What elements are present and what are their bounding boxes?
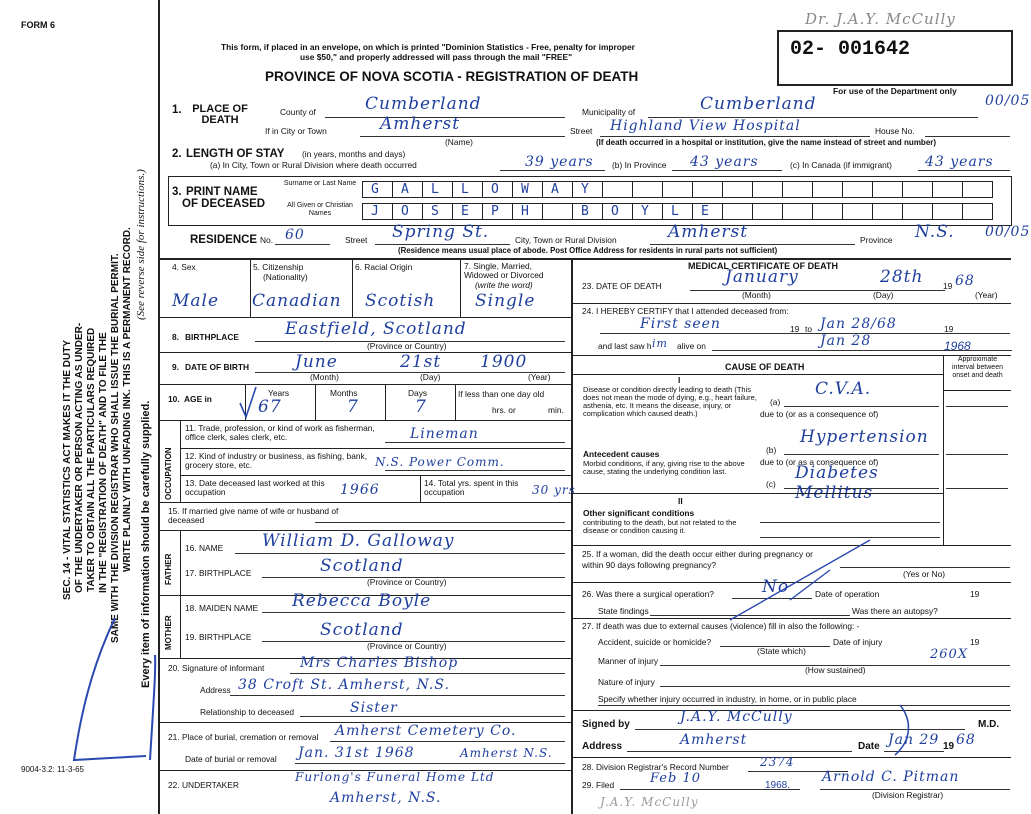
death-year-hint: (Year) [975, 290, 998, 300]
filed-year: 1968. [765, 780, 791, 791]
given-name-letter: J [371, 204, 379, 219]
notice-line-1: This form, if placed in an envelope, on which is printed "Dominion Statistics - Free, penalty for improper [221, 42, 635, 52]
dob-month-hint: (Month) [310, 372, 339, 382]
s1-num: 1. [172, 104, 182, 116]
citizenship-value: Canadian [252, 291, 342, 311]
s1-label: PLACE OF DEATH [192, 103, 248, 126]
other-conditions-desc: contributing to the death, but not related to the disease or condition causing it. [583, 518, 737, 535]
given-name-letter: B [581, 204, 589, 219]
surname-letter: L [431, 182, 439, 197]
interval-label: Approximate interval between onset and death [952, 356, 1003, 379]
age-years: 67 [258, 397, 282, 417]
attended-yr-a: 19 [790, 324, 800, 334]
attended-to-label: to [805, 324, 812, 334]
cause-a-value: C.V.A. [815, 379, 872, 399]
pregnancy-label: 25. If a woman, did the death occur either during pregnancy or within 90 days following pregnancy? [582, 549, 813, 570]
surname-label: Surname or Last Name [283, 180, 357, 187]
pregnancy-yn-hint: (Yes or No) [903, 569, 946, 579]
s1-code: 00/05 [985, 93, 1031, 109]
given-name-letter: S [431, 204, 439, 219]
given-name-letter-box [362, 203, 393, 220]
municipality-value: Cumberland [700, 94, 817, 114]
birthplace-label: BIRTHPLACE [185, 332, 239, 342]
cause-b-value: Hypertension [800, 427, 929, 447]
informant-address: 38 Croft St. Amherst, N.S. [238, 677, 450, 693]
mother-birthplace: Scotland [320, 620, 404, 640]
residence-city: Amherst [668, 222, 749, 242]
signed-date: Jan 29 [888, 732, 940, 748]
given-name-letter-box [812, 203, 843, 220]
given-name-letter-box [782, 203, 813, 220]
record-number-label: 28. Division Registrar's Record Number [582, 762, 729, 772]
surname-letter-box [722, 181, 753, 198]
street-label: Street [570, 126, 593, 136]
paren-stroke [880, 700, 920, 760]
surname-letter-box [422, 181, 453, 198]
certify-label: 24. I HEREBY CERTIFY that I attended deceased from: [582, 306, 789, 316]
surname-letter-box [752, 181, 783, 198]
state-which-hint: (State which) [757, 646, 806, 656]
stay-c-value: 43 years [925, 154, 994, 170]
citizenship-sub: (Nationality) [263, 272, 308, 282]
marital-label: 7. Single, Married, Widowed or Divorced [464, 261, 544, 280]
dob-month: June [295, 352, 338, 372]
medical-title: MEDICAL CERTIFICATE OF DEATH [688, 261, 838, 271]
margin-line-3: TAKER TO OBTAIN ALL THE PARTICULARS REQUIRED [86, 327, 97, 592]
form-title: PROVINCE OF NOVA SCOTIA - REGISTRATION OF DEATH [265, 69, 639, 84]
given-name-letter-box [752, 203, 783, 220]
age-hrs: hrs. or [492, 405, 516, 415]
given-name-letter-box [902, 203, 933, 220]
given-name-letter-box [512, 203, 543, 220]
last-saw-label: and last saw h [598, 341, 652, 351]
trade-value: Lineman [410, 426, 479, 442]
informant-address-label: Address [200, 685, 231, 695]
surname-letter-box [392, 181, 423, 198]
s8-num: 8. [172, 332, 179, 342]
residence-street: Spring St. [392, 222, 490, 242]
given-name-letter-box [662, 203, 693, 220]
record-number: 2374 [760, 755, 795, 769]
s1-note: (If death occurred in a hospital or institution, give the name instead of street and number) [596, 138, 937, 147]
direct-cause-label: Disease or condition directly leading to death (This does not mean the mode of dying, e.g., heart failure, asthenia, etc. It means the disease, injury, or complication which caused death.) [583, 385, 757, 418]
stay-c-label: (c) In Canada (if immigrant) [790, 160, 892, 170]
county-label: County of [280, 107, 316, 117]
given-name-letter: E [461, 204, 469, 219]
injury-year: 19 [970, 637, 980, 647]
mother-birthplace-label: 19. BIRTHPLACE [185, 632, 252, 642]
total-years-value: 30 yrs [532, 483, 576, 497]
surname-letter-box [902, 181, 933, 198]
cause-a-tag: (a) [770, 397, 781, 407]
father-name-label: 16. NAME [185, 543, 224, 553]
nature-label: Nature of injury [598, 677, 655, 687]
s3-num: 3. [172, 186, 182, 198]
part-one: I [678, 375, 681, 385]
dob-day-hint: (Day) [420, 372, 441, 382]
residence-province-label: Province [860, 235, 893, 245]
form-code: 9004-3.2: 11-3-65 [21, 765, 85, 774]
attended-from-date: Jan 28/68 [820, 316, 897, 332]
cause-b-tag: (b) [766, 445, 777, 455]
injury-date-label: Date of injury [833, 637, 883, 647]
age-label: AGE in [184, 394, 212, 404]
part-two: II [678, 496, 683, 506]
last-saw-year: 1968 [944, 339, 971, 353]
informant-signature: Mrs Charles Bishop [300, 655, 459, 671]
father-birthplace-sub: (Province or Country) [367, 577, 447, 587]
surname-letter-box [782, 181, 813, 198]
registrar-role: (Division Registrar) [872, 790, 944, 800]
signed-date-label: Date [858, 741, 880, 752]
trade-label: 11. Trade, profession, or kind of work as fisherman, office clerk, sales clerk, etc. [185, 423, 375, 442]
father-birthplace-label: 17. BIRTHPLACE [185, 568, 252, 578]
age-less-label: If less than one day old [458, 389, 545, 399]
age-months-label: Months [330, 388, 358, 398]
city-name-hint: (Name) [445, 137, 473, 147]
death-day: 28th [880, 267, 924, 287]
s2-label: LENGTH OF STAY [186, 148, 285, 160]
surname-letter: O [491, 182, 499, 197]
findings-label: State findings [598, 606, 649, 616]
registration-number: 02- 001642 [790, 38, 911, 61]
operation-date-label: Date of operation [815, 589, 880, 599]
burial-place: Amherst Cemetery Co. [335, 723, 517, 739]
margin-scribble [60, 610, 170, 780]
surname-letter-box [842, 181, 873, 198]
age-min: min. [548, 405, 564, 415]
given-label: All Given or Christian Names [287, 202, 353, 217]
surname-letter-box [572, 181, 603, 198]
how-sustained-hint: (How sustained) [805, 665, 866, 675]
injury-code: 260X [930, 647, 969, 662]
filed-date: Feb 10 [650, 771, 701, 786]
given-name-letter-box [422, 203, 453, 220]
industry-label: 12. Kind of industry or business, as fishing, bank, grocery store, etc. [185, 451, 368, 470]
given-name-letter: H [521, 204, 529, 219]
given-letter-row [362, 203, 1007, 220]
antecedent-label: Antecedent causes [583, 449, 660, 459]
father-birthplace: Scotland [320, 556, 404, 576]
surname-letter-row [362, 181, 1007, 198]
industry-value: N.S. Power Comm. [375, 455, 505, 469]
residence-label: RESIDENCE [190, 234, 258, 246]
residence-no: 60 [285, 227, 305, 243]
county-value: Cumberland [365, 94, 482, 114]
given-name-letter: Y [641, 204, 649, 219]
informant-sig-label: 20. Signature of informant [168, 663, 265, 673]
column-divider [571, 258, 573, 814]
given-name-letter-box [872, 203, 903, 220]
mother-birthplace-sub: (Province or Country) [367, 641, 447, 651]
birthplace-value: Eastfield, Scotland [285, 319, 467, 339]
cause-title: CAUSE OF DEATH [725, 362, 805, 372]
death-year: 68 [955, 273, 975, 289]
margin-line-4: IN THE "REGISTRATION OF DEATH" AND TO FILE THE [98, 332, 109, 593]
residence-city-label: City, Town or Rural Division [515, 235, 617, 245]
relationship-value: Sister [350, 700, 398, 716]
surname-letter-box [662, 181, 693, 198]
stay-b-label: (b) In Province [612, 160, 667, 170]
dob-label: DATE OF BIRTH [185, 362, 250, 372]
margin-line-every-item: Every item of information should be carefully supplied. [140, 400, 152, 688]
stay-b-value: 43 years [690, 154, 759, 170]
surname-letter-box [692, 181, 723, 198]
given-name-letter: O [401, 204, 409, 219]
death-date-label: 23. DATE OF DEATH [582, 281, 662, 291]
surname-letter-box [812, 181, 843, 198]
sex-label: 4. Sex [172, 262, 196, 272]
surgery-label: 26. Was there a surgical operation? [582, 589, 714, 599]
death-year-prefix: 19 [943, 281, 953, 291]
surname-letter: A [551, 182, 559, 197]
s3-label-2: OF DECEASED [182, 198, 266, 210]
doctor-address-label: Address [582, 741, 623, 752]
given-name-letter-box [602, 203, 633, 220]
given-name-letter-box [722, 203, 753, 220]
surname-letter: G [371, 182, 379, 197]
marital-sub: (write the word) [475, 280, 533, 290]
margin-line-5: SAME WITH THE DIVISION REGISTRAR WHO SHALL ISSUE THE BURIAL PERMIT. [110, 253, 121, 643]
signed-by-label: Signed by [582, 719, 630, 730]
section-divider [158, 258, 1011, 260]
birthplace-sub: (Province or Country) [367, 341, 447, 351]
total-years-label: 14. Total yrs. spent in this occupation [424, 478, 519, 497]
top-signature: Dr. J.A.Y. McCully [805, 10, 956, 28]
surname-letter-box [482, 181, 513, 198]
given-name-letter: P [491, 204, 499, 219]
given-name-letter-box [482, 203, 513, 220]
cause-due-2: due to (or as a consequence of) [760, 457, 879, 467]
notice-line-2: use $50," and properly addressed will pass through the mail "FREE" [300, 52, 573, 62]
given-name-letter-box [932, 203, 963, 220]
s10-num: 10. [168, 394, 180, 404]
last-saw-date: Jan 28 [820, 333, 872, 349]
racial-label: 6. Racial Origin [355, 262, 413, 272]
antecedent-desc: Morbid conditions, if any, giving rise to the above cause, stating the underlying condition last. [583, 459, 745, 476]
death-day-hint: (Day) [873, 290, 894, 300]
mother-name: Rebecca Boyle [292, 591, 432, 611]
s2-num: 2. [172, 148, 182, 160]
cause-c-tag: (c) [766, 479, 776, 489]
occupation-side-label: OCCUPATION [164, 447, 173, 500]
burial-date-label: Date of burial or removal [185, 754, 277, 764]
surname-letter: A [401, 182, 409, 197]
operation-year: 19 [970, 589, 980, 599]
autopsy-label: Was there an autopsy? [852, 606, 938, 616]
last-saw-him: im [652, 337, 668, 350]
registrar-signature: Arnold C. Pitman [822, 769, 960, 785]
undertaker-value: Furlong's Funeral Home Ltd [295, 770, 495, 784]
surname-letter-box [632, 181, 663, 198]
given-name-letter-box [962, 203, 993, 220]
father-name: William D. Galloway [262, 531, 455, 551]
surgery-value: No [762, 577, 790, 597]
father-side-label: FATHER [164, 553, 173, 585]
mother-side-label: MOTHER [164, 615, 173, 650]
accident-label: Accident, suicide or homicide? [598, 637, 712, 647]
surname-letter-box [542, 181, 573, 198]
s3-label-1: PRINT NAME [186, 186, 258, 198]
md-label: M.D. [978, 719, 1000, 730]
burial-town: Amherst N.S. [460, 746, 553, 760]
specify-label: Specify whether injury occurred in industry, in home, or in public place [598, 694, 857, 704]
surname-letter-box [512, 181, 543, 198]
cause-c-value: Diabetes Mellitus [795, 463, 879, 503]
signed-year-prefix: 19 [943, 741, 955, 752]
relationship-label: Relationship to deceased [200, 707, 295, 717]
surname-letter-box [872, 181, 903, 198]
death-month: January [725, 267, 799, 287]
attended-from: First seen [640, 316, 721, 332]
given-name-letter-box [572, 203, 603, 220]
surname-letter: Y [581, 182, 589, 197]
residence-province: N.S. [915, 222, 955, 242]
citizenship-label: 5. Citizenship [253, 262, 304, 272]
doctor-address: Amherst [680, 732, 748, 748]
filed-label: 29. Filed [582, 780, 615, 790]
city-value: Amherst [380, 114, 461, 134]
given-name-letter: E [701, 204, 709, 219]
dob-year: 1900 [480, 352, 528, 372]
checkmark-stroke [238, 385, 258, 421]
house-label: House No. [875, 126, 915, 136]
department-note: For use of the Department only [833, 86, 957, 96]
surname-letter-box [602, 181, 633, 198]
cause-due-1: due to (or as a consequence of) [760, 409, 879, 419]
undertaker-label: 22. UNDERTAKER [168, 780, 239, 790]
residence-street-label: Street [345, 235, 368, 245]
stay-a-value: 39 years [525, 154, 594, 170]
surname-letter: L [461, 182, 469, 197]
given-name-letter-box [392, 203, 423, 220]
last-worked-value: 1966 [340, 482, 380, 498]
margin-line-2: OF THE UNDERTAKER OR PERSON ACTING AS UNDER- [74, 322, 85, 593]
margin-instructions: (See reverse side for instructions.) [135, 169, 147, 320]
pen-slash-marks [720, 520, 880, 630]
margin-line-6: WRITE PLAINLY WITH UNFADING INK. THIS IS A PERMANENT RECORD. [122, 227, 133, 572]
dob-year-hint: (Year) [528, 372, 551, 382]
undertaker-town: Amherst, N.S. [330, 790, 442, 806]
city-label: If in City or Town [265, 126, 327, 136]
other-conditions-label: Other significant conditions [583, 508, 695, 518]
given-name-letter-box [842, 203, 873, 220]
external-label: 27. If death was due to external causes (violence) fill in also the following: - [582, 621, 860, 631]
given-name-letter-box [692, 203, 723, 220]
burial-place-label: 21. Place of burial, cremation or removal [168, 732, 319, 742]
surname-letter-box [962, 181, 993, 198]
surname-letter-box [452, 181, 483, 198]
age-months: 7 [347, 397, 359, 417]
age-days: 7 [415, 397, 427, 417]
spouse-label: 15. If married give name of wife or husband of deceased [168, 506, 339, 525]
sex-value: Male [172, 291, 220, 311]
given-name-letter-box [452, 203, 483, 220]
margin-line-1: SEC. 14 - VITAL STATISTICS ACT MAKES IT THE DUTY [62, 339, 73, 600]
s2-sub: (in years, months and days) [302, 149, 406, 159]
signed-by-value: J.A.Y. McCully [680, 709, 793, 725]
stay-a-label: (a) In City, Town or Rural Division where death occurred [210, 160, 417, 170]
given-name-letter: L [671, 204, 679, 219]
dob-day: 21st [400, 352, 442, 372]
residence-note: (Residence means usual place of abode. Post Office Address for residents in rural parts not sufficient) [398, 246, 778, 255]
racial-value: Scotish [365, 291, 436, 311]
age-days-label: Days [408, 388, 428, 398]
municipality-label: Municipality of [582, 107, 636, 117]
street-value: Highland View Hospital [610, 118, 801, 134]
residence-code: 00/05 [985, 224, 1031, 240]
mother-name-label: 18. MAIDEN NAME [185, 603, 259, 613]
marital-value: Single [475, 291, 536, 311]
given-name-letter-box [632, 203, 663, 220]
alive-on-label: alive on [677, 341, 706, 351]
signed-year: 68 [956, 732, 976, 748]
age-years-label: Years [268, 388, 290, 398]
last-worked-label: 13. Date deceased last worked at this occupation [185, 478, 325, 497]
manner-label: Manner of injury [598, 656, 659, 666]
given-name-letter: O [611, 204, 619, 219]
surname-letter-box [362, 181, 393, 198]
death-month-hint: (Month) [742, 290, 771, 300]
attended-yr-b: 19 [944, 324, 954, 334]
surname-letter: W [521, 182, 529, 197]
given-name-letter-box [542, 203, 573, 220]
bottom-signature: J.A.Y. McCully [600, 795, 699, 809]
s9-num: 9. [172, 362, 179, 372]
form-label: FORM 6 [21, 20, 56, 30]
residence-no-label: No. [260, 235, 274, 245]
burial-date: Jan. 31st 1968 [298, 745, 415, 761]
surname-letter-box [932, 181, 963, 198]
